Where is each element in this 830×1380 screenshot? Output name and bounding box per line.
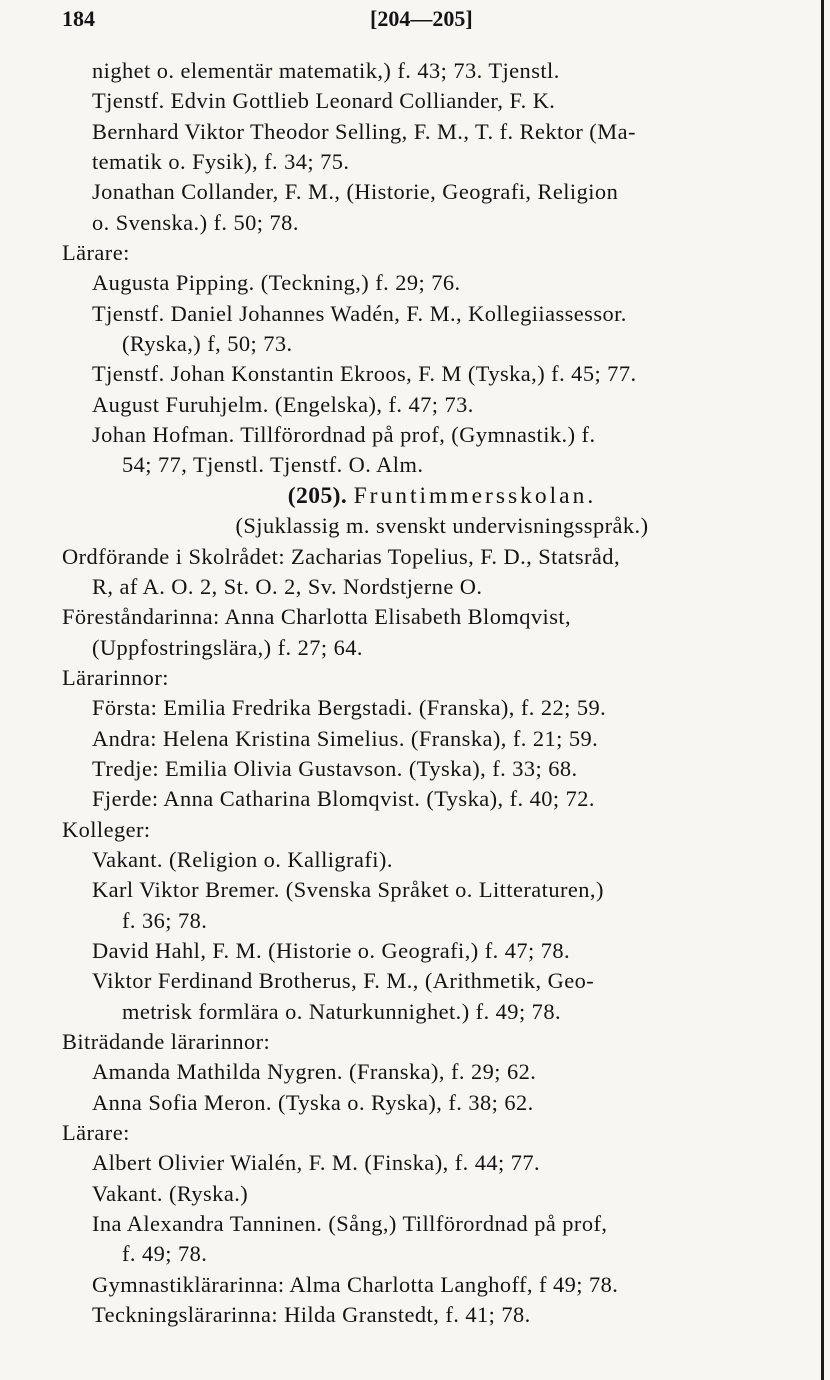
text-line: Lärare: [62, 240, 130, 266]
text-line: Karl Viktor Bremer. (Svenska Språket o. Litteraturen,) [92, 877, 604, 903]
text-line: Augusta Pipping. (Teckning,) f. 29; 76. [92, 270, 461, 296]
page-number: 184 [62, 6, 95, 31]
text-line: metrisk formlära o. Naturkunnighet.) f. 49; 78. [122, 998, 562, 1024]
text-line: Biträdande lärarinnor: [62, 1029, 271, 1054]
text-line: Ordförande i Skolrådet: Zacharias Topelius, F. D., Statsråd, [62, 543, 620, 569]
text-line: o. Svenska.) f. 50; 78. [92, 209, 299, 235]
text-line: 54; 77, Tjenstl. Tjenstf. O. Alm. [122, 452, 424, 478]
text-line: Tredje: Emilia Olivia Gustavson. (Tyska), f. 33; 68. [92, 755, 578, 781]
text-line: (Sjuklassig m. svenskt undervisningsspråk.) [235, 513, 649, 539]
text-line: Gymnastiklärarinna: Alma Charlotta Langhoff, f 49; 78. [92, 1271, 619, 1297]
text-line: tematik o. Fysik), f. 34; 75. [92, 149, 350, 175]
text-line: f. 49; 78. [122, 1241, 208, 1267]
text-line: Föreståndarinna: Anna Charlotta Elisabeth Blomqvist, [62, 604, 572, 630]
text-line: Amanda Mathilda Nygren. (Franska), f. 29; 62. [92, 1059, 537, 1085]
page-header [0, 6, 830, 38]
text-line: Jonathan Collander, F. M., (Historie, Geografi, Religion [92, 179, 619, 205]
text-line: Teckningslärarinna: Hilda Granstedt, f. 41; 78. [92, 1302, 531, 1328]
text-line: Viktor Ferdinand Brotherus, F. M., (Arithmetik, Geo- [92, 968, 595, 994]
text-line: Vakant. (Religion o. Kalligrafi). [92, 846, 393, 872]
text-line: Lärarinnor: [62, 664, 169, 690]
text-line: (Ryska,) f, 50; 73. [122, 331, 293, 357]
text-line: Andra: Helena Kristina Simelius. (Franska), f. 21; 59. [92, 725, 599, 751]
text-line: Tjenstf. Daniel Johannes Wadén, F. M., Kollegiiassessor. [92, 300, 627, 326]
text-line: Fjerde: Anna Catharina Blomqvist. (Tyska), f. 40; 72. [92, 786, 595, 812]
text-line: David Hahl, F. M. (Historie o. Geografi,) f. 47; 78. [92, 937, 571, 963]
text-line: Anna Sofia Meron. (Tyska o. Ryska), f. 38; 62. [92, 1089, 534, 1115]
section-number: (205). [287, 482, 348, 509]
section-heading [62, 481, 822, 511]
text-line: Bernhard Viktor Theodor Selling, F. M., T. f. Rektor (Ma- [92, 118, 636, 144]
text-line: R, af A. O. 2, St. O. 2, Sv. Nordstjerne O. [92, 573, 483, 599]
text-line: Albert Olivier Wialén, F. M. (Finska), f. 44; 77. [92, 1150, 541, 1176]
text-line: August Furuhjelm. (Engelska), f. 47; 73. [92, 391, 474, 417]
text-line: (Uppfostringslära,) f. 27; 64. [92, 634, 363, 660]
body-text [62, 56, 822, 1330]
text-line: Johan Hofman. Tillförordnad på prof, (Gymnastik.) f. [92, 422, 596, 448]
text-line: Ina Alexandra Tanninen. (Sång,) Tillförordnad på prof, [92, 1211, 608, 1237]
text-line: nighet o. elementär matematik,) f. 43; 73. Tjenstl. [92, 58, 560, 83]
text-line: Kolleger: [62, 816, 151, 842]
section-title: Fruntimmersskolan. [353, 482, 597, 509]
text-line: Lärare: [62, 1120, 130, 1146]
text-line: Tjenstf. Edvin Gottlieb Leonard Colliander, F. K. [92, 88, 556, 114]
text-line: f. 36; 78. [122, 907, 208, 933]
text-line: Vakant. (Ryska.) [92, 1180, 249, 1206]
text-line: Tjenstf. Johan Konstantin Ekroos, F. M (Tyska,) f. 45; 77. [92, 361, 637, 387]
text-line: Första: Emilia Fredrika Bergstadi. (Franska), f. 22; 59. [92, 695, 607, 721]
page-range: [204—205] [370, 6, 473, 31]
